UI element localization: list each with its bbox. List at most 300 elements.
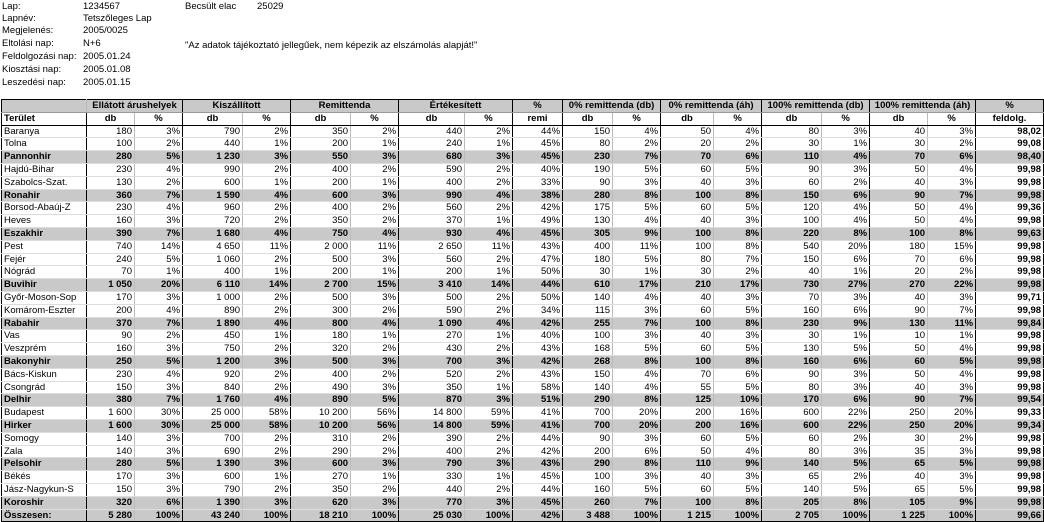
value-cell: 17% — [714, 279, 762, 292]
value-cell: 2% — [243, 483, 291, 496]
value-cell: 2 000 — [291, 240, 351, 253]
value-cell: 58% — [513, 381, 563, 394]
value-cell: 125 — [661, 394, 714, 407]
value-cell: 1 600 — [87, 407, 135, 420]
value-cell: 2% — [351, 432, 399, 445]
value-cell: 4% — [351, 317, 399, 330]
header-label: Leszedési nap: — [2, 77, 66, 88]
value-cell: 290 — [563, 394, 613, 407]
value-cell: 5% — [714, 202, 762, 215]
value-cell: 450 — [183, 330, 243, 343]
value-cell: 70 — [661, 368, 714, 381]
value-cell: 14 800 — [399, 407, 465, 420]
value-cell: 240 — [87, 253, 135, 266]
value-cell: 205 — [762, 496, 822, 509]
value-cell: 6% — [928, 253, 976, 266]
value-cell: 2% — [351, 304, 399, 317]
value-cell: 750 — [291, 227, 351, 240]
value-cell: 500 — [291, 253, 351, 266]
value-cell: 4% — [822, 215, 870, 228]
value-cell: 140 — [563, 381, 613, 394]
value-cell: 43% — [513, 343, 563, 356]
area-name-cell: Rabahir — [2, 317, 87, 330]
group-header: % — [976, 100, 1044, 113]
value-cell: 1 760 — [183, 394, 243, 407]
value-cell: 4% — [135, 163, 183, 176]
value-cell: 44% — [513, 125, 563, 138]
column-header: remi — [513, 112, 563, 125]
estimate-value: 25029 — [257, 1, 284, 12]
value-cell: 6% — [714, 368, 762, 381]
value-cell: 160 — [87, 343, 135, 356]
value-cell: 7% — [928, 189, 976, 202]
value-cell: 3% — [822, 445, 870, 458]
value-cell: 8% — [928, 227, 976, 240]
value-cell: 43 240 — [183, 509, 243, 522]
value-cell: 350 — [291, 215, 351, 228]
value-cell: 42% — [513, 202, 563, 215]
table-row — [2, 483, 1044, 496]
value-cell: 2% — [928, 432, 976, 445]
table-row — [2, 291, 1044, 304]
value-cell: 4% — [928, 215, 976, 228]
value-cell: 17% — [613, 279, 661, 292]
group-header: 0% remittenda (db) — [563, 100, 661, 113]
value-cell: 4% — [928, 163, 976, 176]
value-cell: 2% — [351, 483, 399, 496]
value-cell: 440 — [399, 483, 465, 496]
value-cell: 540 — [762, 240, 822, 253]
value-cell: 99,33 — [976, 407, 1044, 420]
value-cell: 99,98 — [976, 458, 1044, 471]
value-cell: 43% — [513, 458, 563, 471]
column-header: db — [291, 112, 351, 125]
value-cell: 99,98 — [976, 304, 1044, 317]
region-subtotal-row — [2, 458, 1044, 471]
value-cell: 41% — [513, 407, 563, 420]
value-cell: 5% — [714, 343, 762, 356]
value-cell: 20 — [661, 138, 714, 151]
value-cell: 99,71 — [976, 291, 1044, 304]
header-label: Feldolgozási nap: — [2, 51, 77, 62]
value-cell: 45% — [513, 138, 563, 151]
value-cell: 65 — [870, 458, 928, 471]
value-cell: 1% — [135, 266, 183, 279]
value-cell: 1% — [351, 471, 399, 484]
value-cell: 3% — [714, 291, 762, 304]
value-cell: 6% — [822, 304, 870, 317]
value-cell: 268 — [563, 355, 613, 368]
value-cell: 100 — [661, 355, 714, 368]
value-cell: 2% — [243, 163, 291, 176]
value-cell: 1 060 — [183, 253, 243, 266]
value-cell: 40 — [870, 381, 928, 394]
value-cell: 4% — [465, 189, 513, 202]
value-cell: 2% — [822, 471, 870, 484]
value-cell: 8% — [613, 394, 661, 407]
group-header: 100% remittenda (áh) — [870, 100, 976, 113]
value-cell: 3% — [928, 291, 976, 304]
value-cell: 15% — [351, 279, 399, 292]
value-cell: 100 — [563, 330, 613, 343]
value-cell: 10% — [714, 394, 762, 407]
value-cell: 100% — [822, 509, 870, 522]
value-cell: 3% — [351, 458, 399, 471]
value-cell: 740 — [87, 240, 135, 253]
value-cell: 3% — [822, 368, 870, 381]
value-cell: 4% — [613, 215, 661, 228]
value-cell: 280 — [87, 151, 135, 164]
value-cell: 80 — [762, 381, 822, 394]
value-cell: 1% — [351, 266, 399, 279]
value-cell: 1% — [243, 176, 291, 189]
value-cell: 100 — [661, 496, 714, 509]
value-cell: 200 — [291, 266, 351, 279]
value-cell: 50 — [870, 163, 928, 176]
value-cell: 18 210 — [291, 509, 351, 522]
value-cell: 30 — [762, 138, 822, 151]
value-cell: 99,63 — [976, 227, 1044, 240]
value-cell: 2% — [822, 176, 870, 189]
estimate-label: Becsült elac — [185, 1, 237, 12]
value-cell: 2% — [243, 291, 291, 304]
value-cell: 100 — [870, 227, 928, 240]
value-cell: 4% — [714, 445, 762, 458]
value-cell: 7% — [135, 317, 183, 330]
value-cell: 99,98 — [976, 432, 1044, 445]
area-name-cell: Zala — [2, 445, 87, 458]
value-cell: 150 — [563, 368, 613, 381]
value-cell: 2% — [135, 138, 183, 151]
value-cell: 5% — [613, 483, 661, 496]
value-cell: 4% — [613, 381, 661, 394]
value-cell: 2 705 — [762, 509, 822, 522]
value-cell: 99,36 — [976, 202, 1044, 215]
value-cell: 90 — [762, 163, 822, 176]
value-cell: 360 — [87, 189, 135, 202]
value-cell: 1% — [243, 471, 291, 484]
value-cell: 105 — [870, 496, 928, 509]
value-cell: 2% — [351, 343, 399, 356]
header-value: 2005.01.08 — [83, 64, 131, 75]
value-cell: 230 — [563, 151, 613, 164]
value-cell: 3% — [822, 163, 870, 176]
value-cell: 4% — [135, 368, 183, 381]
header-label: Lap: — [2, 1, 21, 12]
value-cell: 5% — [613, 253, 661, 266]
table-row — [2, 138, 1044, 151]
value-cell: 3% — [135, 445, 183, 458]
value-cell: 5% — [613, 202, 661, 215]
value-cell: 250 — [870, 407, 928, 420]
value-cell: 38% — [513, 189, 563, 202]
value-cell: 3% — [243, 151, 291, 164]
value-cell: 790 — [399, 458, 465, 471]
value-cell: 270 — [399, 330, 465, 343]
value-cell: 380 — [87, 394, 135, 407]
area-name-cell: Heves — [2, 215, 87, 228]
value-cell: 3% — [135, 343, 183, 356]
value-cell: 40 — [762, 266, 822, 279]
group-header: Remittenda — [291, 100, 399, 113]
value-cell: 51% — [513, 394, 563, 407]
value-cell: 3% — [928, 471, 976, 484]
value-cell: 2% — [351, 445, 399, 458]
value-cell: 30 — [563, 266, 613, 279]
value-cell: 1% — [822, 330, 870, 343]
table-row — [2, 445, 1044, 458]
value-cell: 890 — [183, 304, 243, 317]
value-cell: 3% — [928, 381, 976, 394]
value-cell: 168 — [563, 343, 613, 356]
value-cell: 3% — [714, 215, 762, 228]
value-cell: 60 — [870, 355, 928, 368]
value-cell: 100% — [613, 509, 661, 522]
value-cell: 1% — [465, 381, 513, 394]
column-header: db — [563, 112, 613, 125]
value-cell: 1 000 — [183, 291, 243, 304]
table-row — [2, 368, 1044, 381]
value-cell: 100% — [135, 509, 183, 522]
value-cell: 160 — [762, 355, 822, 368]
value-cell: 3% — [822, 381, 870, 394]
value-cell: 60 — [762, 432, 822, 445]
value-cell: 59% — [465, 407, 513, 420]
value-cell: 70 — [870, 253, 928, 266]
value-cell: 6% — [613, 445, 661, 458]
area-name-cell: Delhir — [2, 394, 87, 407]
value-cell: 5% — [714, 381, 762, 394]
value-cell: 65 — [762, 471, 822, 484]
area-name-cell: Tolna — [2, 138, 87, 151]
value-cell: 310 — [291, 432, 351, 445]
value-cell: 8% — [613, 355, 661, 368]
value-cell: 9% — [928, 496, 976, 509]
value-cell: 30% — [135, 419, 183, 432]
value-cell: 7% — [135, 189, 183, 202]
value-cell: 16% — [714, 419, 762, 432]
value-cell: 20% — [822, 240, 870, 253]
value-cell: 22% — [822, 419, 870, 432]
area-name-cell: Bács-Kiskun — [2, 368, 87, 381]
value-cell: 3% — [351, 496, 399, 509]
value-cell: 3% — [243, 355, 291, 368]
value-cell: 1% — [822, 266, 870, 279]
distribution-table — [1, 99, 1044, 522]
value-cell: 11% — [351, 240, 399, 253]
value-cell: 250 — [870, 419, 928, 432]
value-cell: 600 — [762, 407, 822, 420]
value-cell: 2% — [243, 202, 291, 215]
value-cell: 14% — [243, 279, 291, 292]
value-cell: 5% — [135, 458, 183, 471]
value-cell: 240 — [399, 138, 465, 151]
column-header: % — [135, 112, 183, 125]
value-cell: 99,98 — [976, 343, 1044, 356]
value-cell: 45% — [513, 227, 563, 240]
value-cell: 110 — [762, 151, 822, 164]
value-cell: 2% — [465, 163, 513, 176]
value-cell: 6% — [822, 394, 870, 407]
value-cell: 1 890 — [183, 317, 243, 330]
value-cell: 5% — [822, 483, 870, 496]
column-header: % — [243, 112, 291, 125]
area-name-cell: Borsod-Abaúj-Z — [2, 202, 87, 215]
value-cell: 2% — [351, 163, 399, 176]
value-cell: 44% — [513, 483, 563, 496]
value-cell: 25 030 — [399, 509, 465, 522]
value-cell: 2% — [465, 432, 513, 445]
value-cell: 4% — [822, 202, 870, 215]
header-value: 2005/0025 — [83, 25, 128, 36]
value-cell: 50 — [870, 343, 928, 356]
value-cell: 4% — [928, 368, 976, 381]
value-cell: 3% — [351, 151, 399, 164]
value-cell: 14 800 — [399, 419, 465, 432]
value-cell: 2% — [243, 368, 291, 381]
value-cell: 400 — [563, 240, 613, 253]
value-cell: 49% — [513, 215, 563, 228]
value-cell: 55 — [661, 381, 714, 394]
value-cell: 60 — [661, 202, 714, 215]
value-cell: 30 — [870, 138, 928, 151]
group-header: Ellátott árushelyek — [87, 100, 183, 113]
region-subtotal-row — [2, 317, 1044, 330]
value-cell: 3 488 — [563, 509, 613, 522]
value-cell: 15% — [928, 240, 976, 253]
area-name-cell: Pest — [2, 240, 87, 253]
value-cell: 7% — [714, 253, 762, 266]
value-cell: 99,54 — [976, 394, 1044, 407]
value-cell: 8% — [714, 189, 762, 202]
table-row — [2, 176, 1044, 189]
value-cell: 40 — [661, 215, 714, 228]
region-subtotal-row — [2, 227, 1044, 240]
value-cell: 160 — [762, 304, 822, 317]
value-cell: 8% — [822, 496, 870, 509]
value-cell: 100 — [661, 227, 714, 240]
value-cell: 99,98 — [976, 483, 1044, 496]
value-cell: 1% — [243, 330, 291, 343]
value-cell: 680 — [399, 151, 465, 164]
value-cell: 7% — [135, 394, 183, 407]
value-cell: 350 — [291, 125, 351, 138]
value-cell: 4% — [928, 202, 976, 215]
value-cell: 750 — [183, 343, 243, 356]
value-cell: 600 — [291, 189, 351, 202]
value-cell: 1% — [465, 215, 513, 228]
value-cell: 14% — [135, 240, 183, 253]
column-header: % — [351, 112, 399, 125]
table-row — [2, 215, 1044, 228]
value-cell: 930 — [399, 227, 465, 240]
value-cell: 99,98 — [976, 445, 1044, 458]
value-cell: 370 — [399, 215, 465, 228]
group-header-empty — [2, 100, 87, 113]
value-cell: 6% — [822, 355, 870, 368]
value-cell: 90 — [563, 176, 613, 189]
value-cell: 490 — [291, 381, 351, 394]
value-cell: 6 110 — [183, 279, 243, 292]
header-value: 1234567 — [83, 1, 120, 12]
group-header-row — [2, 100, 1044, 113]
area-name-cell: Komárom-Eszter — [2, 304, 87, 317]
value-cell: 2% — [243, 125, 291, 138]
value-cell: 50% — [513, 291, 563, 304]
value-cell: 4% — [928, 343, 976, 356]
value-cell: 280 — [87, 458, 135, 471]
value-cell: 99,98 — [976, 266, 1044, 279]
value-cell: 1% — [351, 330, 399, 343]
header-value: 2005.01.24 — [83, 51, 131, 62]
value-cell: 5% — [714, 163, 762, 176]
area-name-cell: Bakonyhir — [2, 355, 87, 368]
value-cell: 80 — [563, 138, 613, 151]
value-cell: 45% — [513, 496, 563, 509]
value-cell: 100 — [661, 317, 714, 330]
region-subtotal-row — [2, 355, 1044, 368]
value-cell: 40 — [661, 330, 714, 343]
value-cell: 5% — [135, 151, 183, 164]
value-cell: 99,84 — [976, 317, 1044, 330]
value-cell: 8% — [613, 458, 661, 471]
value-cell: 90 — [87, 330, 135, 343]
value-cell: 150 — [762, 253, 822, 266]
value-cell: 2% — [465, 483, 513, 496]
value-cell: 20 — [870, 266, 928, 279]
value-cell: 70 — [762, 291, 822, 304]
value-cell: 10 — [870, 330, 928, 343]
value-cell: 2% — [465, 368, 513, 381]
column-header: db — [87, 112, 135, 125]
column-header: db — [183, 112, 243, 125]
area-name-cell: Jász-Nagykun-S — [2, 483, 87, 496]
value-cell: 130 — [870, 317, 928, 330]
value-cell: 100% — [243, 509, 291, 522]
value-cell: 5% — [714, 432, 762, 445]
value-cell: 6% — [928, 151, 976, 164]
value-cell: 5% — [822, 458, 870, 471]
value-cell: 59% — [465, 419, 513, 432]
value-cell: 99,98 — [976, 496, 1044, 509]
region-subtotal-row — [2, 394, 1044, 407]
value-cell: 4% — [243, 189, 291, 202]
value-cell: 98,40 — [976, 151, 1044, 164]
value-cell: 200 — [563, 445, 613, 458]
value-cell: 2% — [243, 381, 291, 394]
value-cell: 3% — [135, 125, 183, 138]
value-cell: 150 — [762, 189, 822, 202]
value-cell: 600 — [183, 176, 243, 189]
value-cell: 130 — [762, 343, 822, 356]
value-cell: 5% — [613, 343, 661, 356]
value-cell: 620 — [291, 496, 351, 509]
value-cell: 3% — [351, 355, 399, 368]
value-cell: 90 — [870, 189, 928, 202]
value-cell: 7% — [613, 151, 661, 164]
value-cell: 160 — [87, 215, 135, 228]
value-cell: 20% — [928, 407, 976, 420]
value-cell: 11% — [928, 317, 976, 330]
value-cell: 560 — [399, 253, 465, 266]
value-cell: 1 600 — [87, 419, 135, 432]
value-cell: 44% — [513, 432, 563, 445]
value-cell: 1 050 — [87, 279, 135, 292]
value-cell: 3% — [714, 330, 762, 343]
value-cell: 99,08 — [976, 138, 1044, 151]
value-cell: 3% — [465, 394, 513, 407]
value-cell: 2% — [465, 445, 513, 458]
